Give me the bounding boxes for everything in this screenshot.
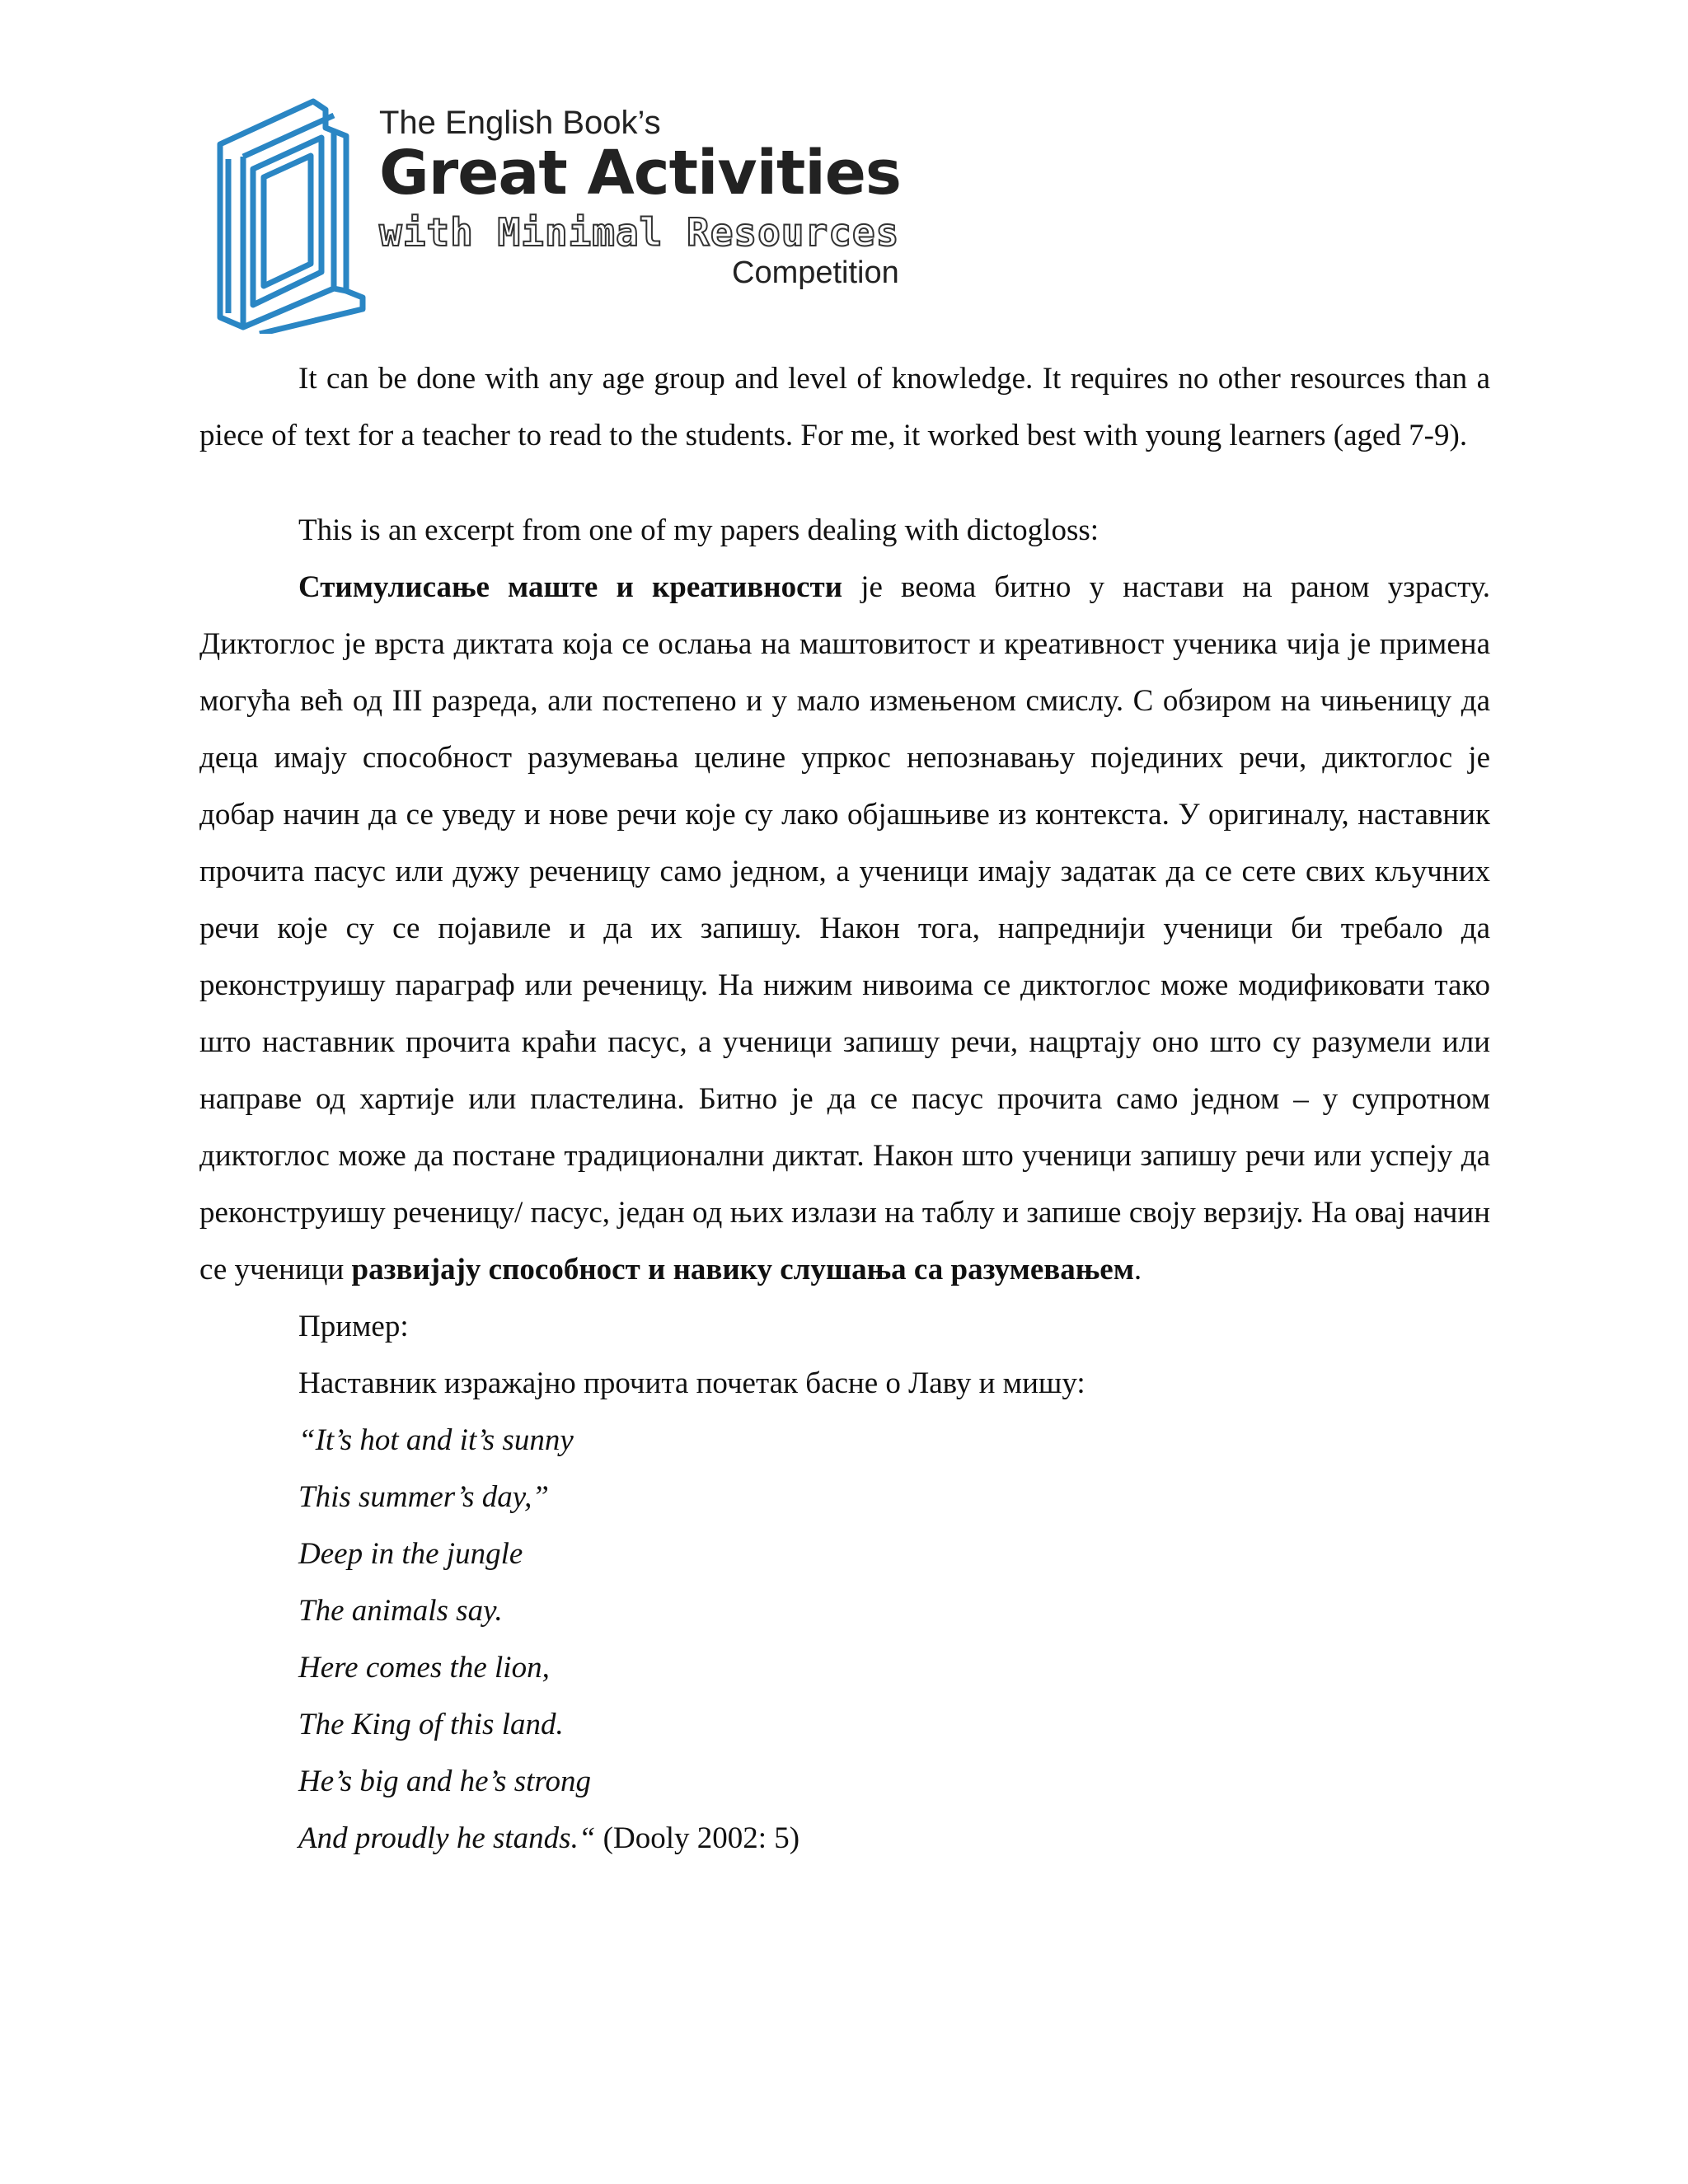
excerpt-paragraph — [199, 559, 1490, 1298]
logo-competition: Competition — [732, 255, 899, 290]
poem-line: He’s big and he’s strong — [298, 1765, 591, 1798]
poem-line: And proudly he stands.“ — [298, 1821, 596, 1855]
excerpt-intro: This is an excerpt from one of my papers dealing with dictogloss: — [298, 513, 1100, 547]
poem-line: “It’s hot and it’s sunny — [298, 1423, 574, 1457]
logo-title: Great Activities — [379, 138, 901, 209]
example-label: Пример: — [298, 1310, 409, 1343]
excerpt-body: је веома битно у настави на раном узрасту. Диктоглос је врста диктата која се ослања на маштовитост и креативност ученика чија је примена могућа већ од III разреда, али постепено и у мало измењеном смислу. С обзиром на чињеницу да деца имају способност разумевања целине упркос непознавању појединих речи, диктоглос је добар начин да се уведу и нове речи које су лако објашњиве из контекста. У оригиналу, наставник прочита пасус или дужу реченицу само једном, а ученици имају задатак да се сете свих кључних речи које су се појавиле и да их запишу. Након тога, напреднији ученици би требало да реконструишу параграф или реченицу. На нижим нивоима се диктоглос може модификовати тако што наставник прочита краћи пасус, а ученици запишу речи, нацртају оно што су разумели или направе од хартије или пластелина. Битно је да се пасус прочита само једном – у супротном диктоглос може да постане традиционални диктат. Након што ученици запишу речи или успеју да реконструишу реченицу/ пасус, један од њих излази на таблу и запише своју верзију. На овај начин се ученици — [199, 570, 1490, 1286]
excerpt-bold-conclusion: развијају способност и навику слушања са разумевањем — [351, 1253, 1134, 1286]
logo-tagline: with Minimal Resources — [379, 210, 900, 255]
poem-line: Here comes the lion, — [298, 1651, 550, 1685]
poem-line: The King of this land. — [298, 1708, 564, 1741]
poem-line: This summer’s day,” — [298, 1480, 549, 1514]
poem-line: Deep in the jungle — [298, 1537, 523, 1571]
poem-last-line — [199, 1810, 1490, 1867]
excerpt-end: . — [1133, 1253, 1142, 1286]
excerpt-bold-lead: Стимулисање маште и креативности — [298, 570, 843, 604]
book-icon — [210, 95, 383, 334]
intro-paragraph: It can be done with any age group and level of knowledge. It requires no other resources than a piece of text for a teacher to read to the students. For me, it worked best with young learners (aged 7-9). — [199, 362, 1490, 452]
poem-line: The animals say. — [298, 1594, 503, 1628]
paragraph-gap — [199, 464, 1490, 502]
document-body — [199, 350, 1490, 1867]
logo-subtitle: The English Book’s — [379, 105, 661, 141]
poem-citation: (Dooly 2002: 5) — [595, 1821, 800, 1855]
competition-logo — [210, 95, 911, 334]
example-intro: Наставник изражајно прочита почетак басне о Лаву и мишу: — [298, 1366, 1085, 1400]
